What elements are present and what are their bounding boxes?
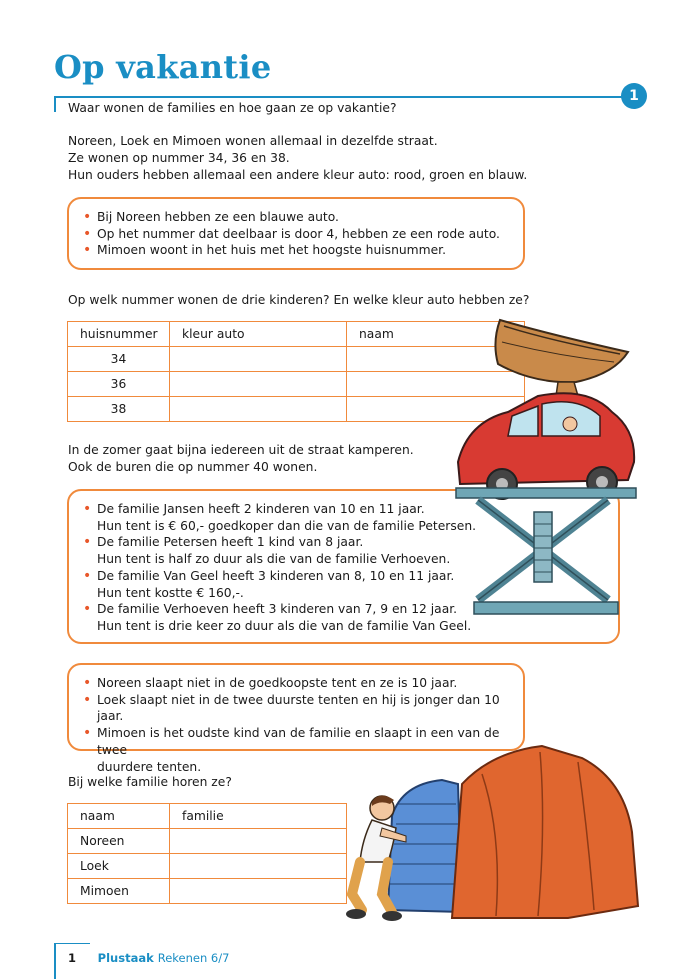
clue-item: • De familie Jansen heeft 2 kinderen van 10 en 11 jaar. Hun tent is € 60,- goedkoper dan die van de familie Petersen. bbox=[81, 501, 606, 534]
lift-platform bbox=[456, 488, 636, 498]
question-families: Bij welke familie horen ze? bbox=[68, 775, 232, 789]
clue-box-children bbox=[67, 663, 525, 774]
family-table-header: familie bbox=[170, 804, 347, 829]
footer-rule-vertical bbox=[54, 943, 56, 979]
footer-rule bbox=[54, 943, 90, 944]
page-number: 1 bbox=[68, 951, 77, 965]
family-table-header: naam bbox=[68, 804, 170, 829]
house-table-header: huisnummer bbox=[68, 322, 170, 347]
answer-cell[interactable] bbox=[170, 372, 347, 397]
question-houses: Op welk nummer wonen de drie kinderen? En welke kleur auto hebben ze? bbox=[68, 293, 530, 307]
boy-legs bbox=[352, 862, 392, 912]
task-number-badge: 1 bbox=[621, 83, 647, 109]
header-rule bbox=[54, 96, 622, 98]
camping-line-2: Ook de buren die op nummer 40 wonen. bbox=[68, 460, 318, 474]
house-number-cell: 34 bbox=[68, 347, 170, 372]
header-rule-vertical bbox=[54, 96, 56, 112]
child-name-cell: Loek bbox=[68, 854, 170, 879]
footer-brand: Plustaak bbox=[97, 951, 154, 965]
page-footer bbox=[68, 951, 229, 965]
clue-item: • Op het nummer dat deelbaar is door 4, hebben ze een rode auto. bbox=[81, 226, 511, 243]
answer-cell[interactable] bbox=[170, 854, 347, 879]
boy-shirt bbox=[360, 820, 396, 862]
clue-item: • Mimoen is het oudste kind van de familie en slaapt in een van de twee duurdere tenten. bbox=[81, 725, 511, 775]
intro-line-1: Noreen, Loek en Mimoen wonen allemaal in dezelfde straat. bbox=[68, 134, 438, 148]
page-title: Op vakantie bbox=[54, 48, 272, 86]
answer-cell[interactable] bbox=[170, 879, 347, 904]
clue-item: • De familie Van Geel heeft 3 kinderen van 8, 10 en 11 jaar. Hun tent kostte € 160,-. bbox=[81, 568, 606, 601]
clue-box-houses bbox=[67, 197, 525, 270]
child-name-cell: Mimoen bbox=[68, 879, 170, 904]
clue-item: • Bij Noreen hebben ze een blauwe auto. bbox=[81, 209, 511, 226]
clue-item: • De familie Verhoeven heeft 3 kinderen van 7, 9 en 12 jaar. Hun tent is drie keer zo duur als die van de familie Van Geel. bbox=[81, 601, 606, 634]
answer-cell[interactable] bbox=[170, 397, 347, 422]
clue-item: • Noreen slaapt niet in de goedkoopste tent en ze is 10 jaar. bbox=[81, 675, 511, 692]
clue-item: • De familie Petersen heeft 1 kind van 8 jaar. Hun tent is half zo duur als die van de familie Verhoeven. bbox=[81, 534, 606, 567]
intro-line-2: Ze wonen op nummer 34, 36 en 38. bbox=[68, 151, 290, 165]
intro-question: Waar wonen de families en hoe gaan ze op vakantie? bbox=[68, 101, 397, 115]
house-number-cell: 38 bbox=[68, 397, 170, 422]
lift-base bbox=[474, 602, 618, 614]
orange-tent bbox=[452, 746, 638, 918]
house-table-header: naam bbox=[347, 322, 525, 347]
family-table bbox=[67, 803, 347, 904]
answer-cell[interactable] bbox=[170, 829, 347, 854]
intro-line-3: Hun ouders hebben allemaal een andere kleur auto: rood, groen en blauw. bbox=[68, 168, 528, 182]
child-name-cell: Noreen bbox=[68, 829, 170, 854]
clue-item: • Mimoen woont in het huis met het hoogste huisnummer. bbox=[81, 242, 511, 259]
tent-boy-illustration bbox=[332, 744, 650, 926]
house-table-header: kleur auto bbox=[170, 322, 347, 347]
blue-tent bbox=[388, 780, 462, 912]
clue-item: • Loek slaapt niet in de twee duurste tenten en hij is jonger dan 10 jaar. bbox=[81, 692, 511, 725]
car-lift-illustration bbox=[438, 312, 648, 634]
footer-subject: Rekenen 6/7 bbox=[157, 951, 230, 965]
house-number-cell: 36 bbox=[68, 372, 170, 397]
answer-cell[interactable] bbox=[170, 347, 347, 372]
camping-line-1: In de zomer gaat bijna iedereen uit de straat kamperen. bbox=[68, 443, 414, 457]
